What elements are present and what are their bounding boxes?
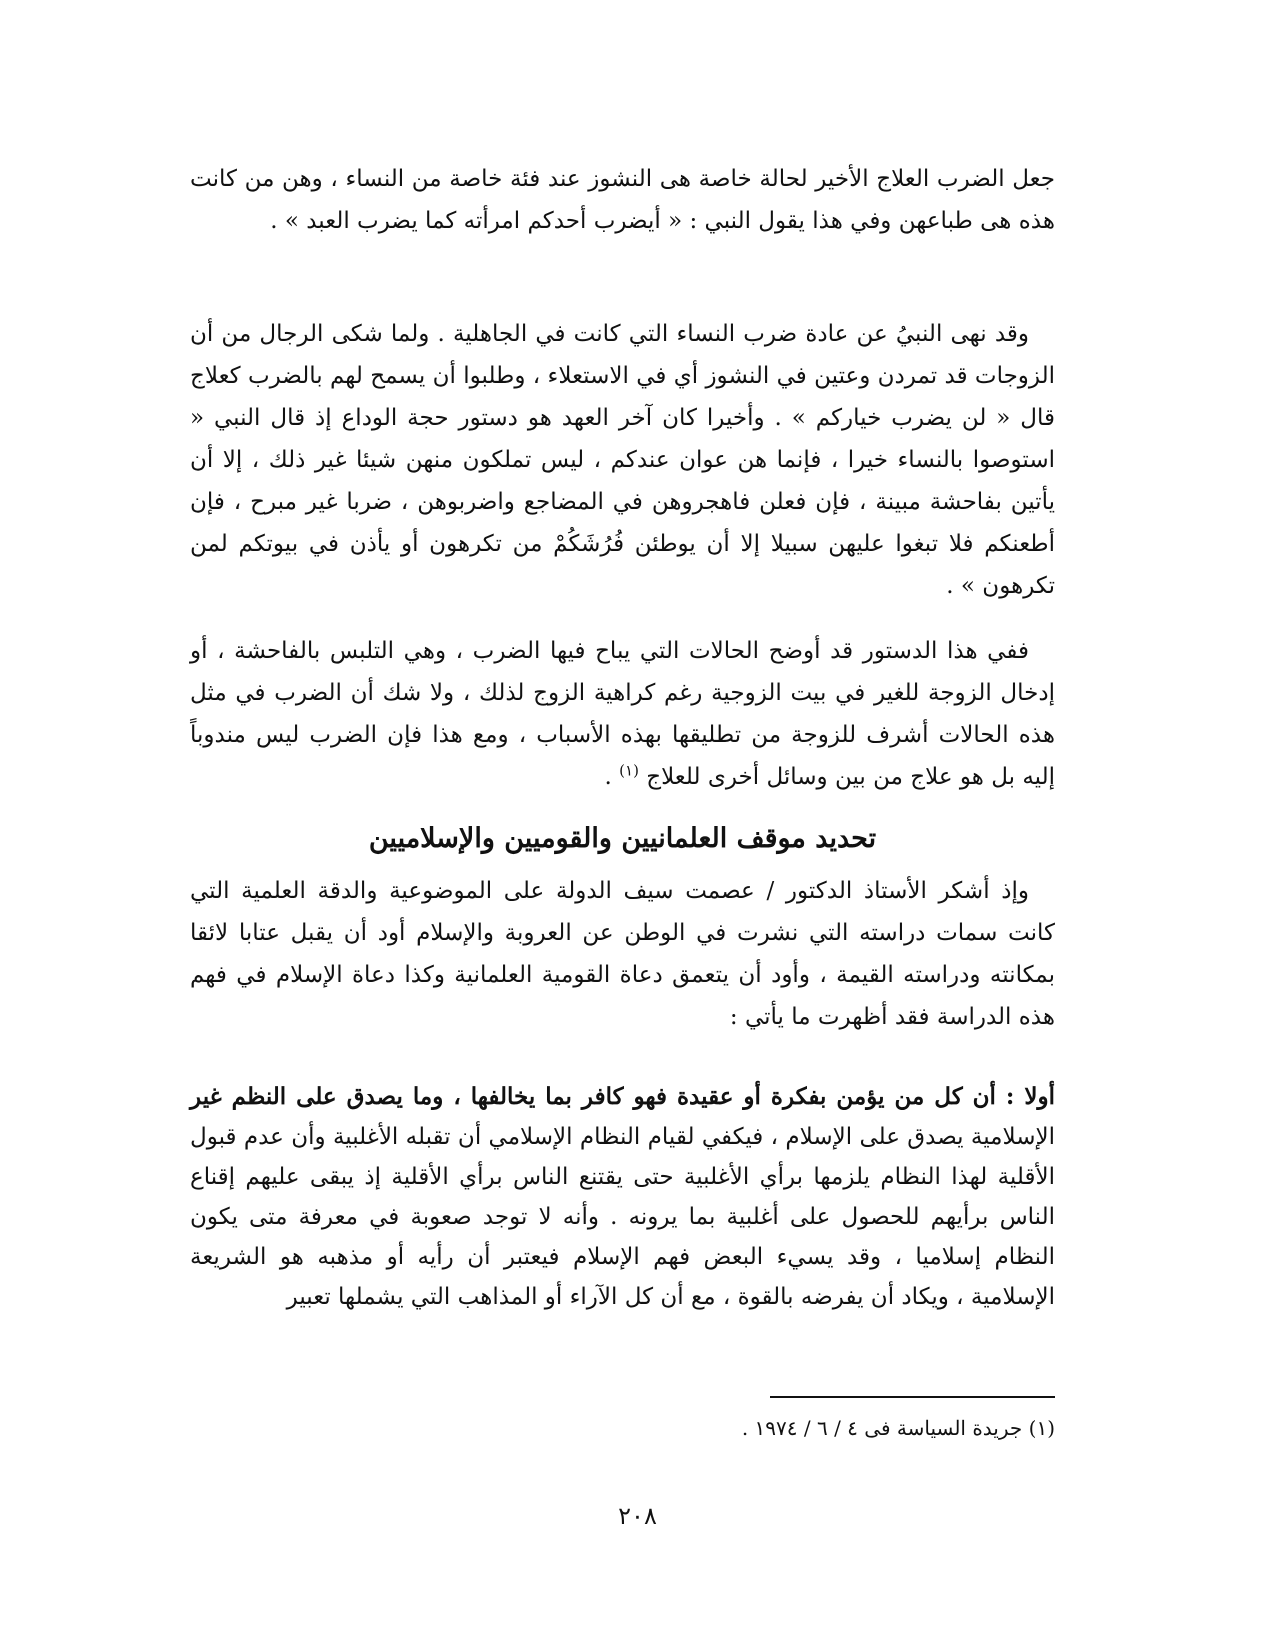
paragraph-3 <box>190 630 1055 798</box>
paragraph-3-end: . <box>604 764 620 790</box>
footnote-reference[interactable]: (١) <box>619 761 639 780</box>
paragraph-4-text: وإذ أشكر الأستاذ الدكتور / عصمت سيف الدولة على الموضوعية والدقة العلمية التي كانت سمات دراسته التي نشرت في الوطن عن العروبة والإسلام أود أن يقبل عتابا لائقا بمكانته ودراسته القيمة ، وأود أن يتعمق دعاة القومية العلمانية وكذا دعاة الإسلام في فهم هذه الدراسة فقد أظهرت ما يأتي : <box>190 878 1055 1030</box>
paragraph-5-text: الإسلامية يصدق على الإسلام ، فيكفي لقيام النظام الإسلامي أن تقبله الأغلبية وأن عدم قبول الأقلية لهذا النظام يلزمها برأي الأغلبية حتى يقتنع الناس برأي الأقلية إذ يبقى عليهم إقناع الناس برأيهم للحصول على أغلبية بما يرونه . وأنه لا توجد صعوبة في معرفة متى يكون النظام إسلاميا ، وقد يسيء البعض فهم الإسلام فيعتبر أن رأيه أو مذهبه هو الشريعة الإسلامية ، ويكاد أن يفرضه بالقوة ، مع أن كل الآراء أو المذاهب التي يشملها تعبير <box>190 1124 1055 1310</box>
section-heading: تحديد موقف العلمانيين والقوميين والإسلاميين <box>368 823 877 854</box>
paragraph-3-body <box>190 630 1055 798</box>
paragraph-2 <box>190 313 1055 607</box>
paragraph-5-body <box>190 1077 1055 1317</box>
paragraph-3-text: ففي هذا الدستور قد أوضح الحالات التي يباح فيها الضرب ، وهي التلبس بالفاحشة ، أو إدخال الزوجة للغير في بيت الزوجية رغم كراهية الزوج لذلك ، ولا شك أن الضرب في مثل هذه الحالات أشرف للزوجة من تطليقها بهذه الأسباب ، ومع هذا فإن الضرب ليس مندوباً إليه بل هو علاج من بين وسائل أخرى للعلاج <box>190 638 1055 790</box>
footnote-divider <box>770 1396 1055 1398</box>
paragraph-2-text: وقد نهى النبيُ عن عادة ضرب النساء التي كانت في الجاهلية . ولما شكى الرجال من أن الزوجات قد تمردن وعتين في النشوز أي في الاستعلاء ، وطلبوا أن يسمح لهم بالضرب كعلاج قال « لن يضرب خياركم » . وأخيرا كان آخر العهد هو دستور حجة الوداع إذ قال النبي « استوصوا بالنساء خيرا ، فإنما هن عوان عندكم ، ليس تملكون منهن شيئا غير ذلك ، إلا أن يأتين بفاحشة مبينة ، فإن فعلن فاهجروهن في المضاجع واضربوهن ، ضربا غير مبرح ، فإن أطعنكم فلا تبغوا عليهن سبيلا إلا أن يوطئن فُرُشَكُمْ من تكرهون أو يأذن في بيوتكم لمن تكرهون » . <box>190 321 1055 599</box>
paragraph-5 <box>190 1077 1055 1317</box>
footnote: (١) جريدة السياسة فى ٤ / ٦ / ١٩٧٤ . <box>741 1416 1055 1440</box>
paragraph-1-text: جعل الضرب العلاج الأخير لحالة خاصة هى النشوز عند فئة خاصة من النساء ، وهن من كانت هذه هى طباعهن وفي هذا يقول النبي : « أيضرب أحدكم امرأته كما يضرب العبد » . <box>190 166 1055 234</box>
page-number: ٢٠٨ <box>618 1502 657 1530</box>
paragraph-5-lead: أولا : أن كل من يؤمن بفكرة أو عقيدة فهو كافر بما يخالفها ، وما يصدق على النظم غير <box>190 1083 1055 1110</box>
paragraph-4 <box>190 870 1055 1038</box>
paragraph-1 <box>190 158 1055 242</box>
